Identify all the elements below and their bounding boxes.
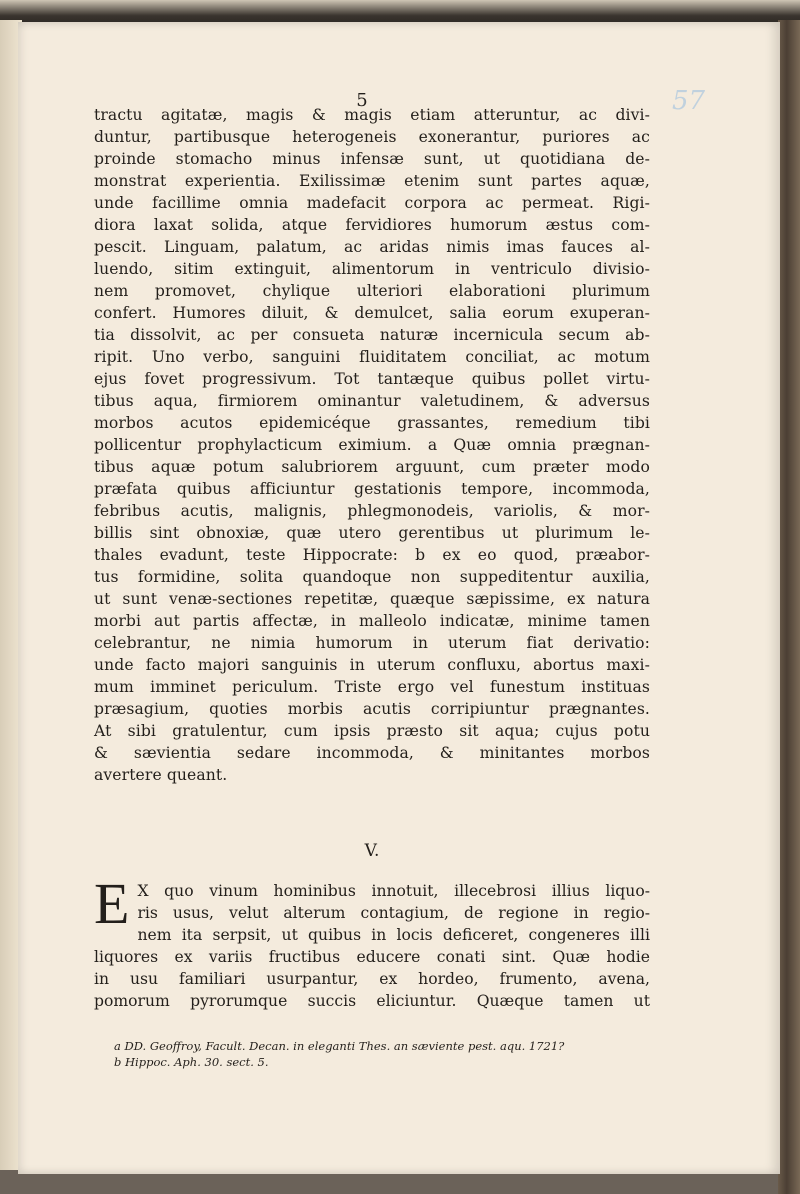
text-line: liquores ex variis fructibus educere conati sint. Quæ hodie	[94, 948, 650, 966]
text-line: duntur, partibusque heterogeneis exonerantur, puriores ac	[94, 128, 650, 146]
text-line: ejus fovet progressivum. Tot tantæque quibus pollet virtu-	[94, 370, 650, 388]
text-line: celebrantur, ne nimia humorum in uterum fiat derivatio:	[94, 634, 650, 652]
text-line: unde facillime omnia madefacit corpora ac permeat. Rigi-	[94, 194, 650, 212]
text-line: febribus acutis, malignis, phlegmonodeis, variolis, & mor-	[94, 502, 650, 520]
text-line: pescit. Linguam, palatum, ac aridas nimis imas fauces al-	[94, 238, 650, 256]
text-line: thales evadunt, teste Hippocrate: b ex eo quod, præabor-	[94, 546, 650, 564]
drop-cap: E	[94, 871, 130, 936]
text-line: tus formidine, solita quandoque non suppeditentur auxilia,	[94, 568, 650, 586]
text-line: ripit. Uno verbo, sanguini fluiditatem conciliat, ac motum	[94, 348, 650, 366]
footnotes	[114, 1038, 634, 1070]
text-line: luendo, sitim extinguit, alimentorum in ventriculo divisio-	[94, 260, 650, 278]
text-line: pollicentur prophylacticum eximium. a Quæ omnia prægnan-	[94, 436, 650, 454]
text-line: proinde stomacho minus infensæ sunt, ut quotidiana de-	[94, 150, 650, 168]
section-body	[94, 871, 650, 1012]
text-line: nem ita serpsit, ut quibus in locis deficeret, congeneres illi	[137, 926, 650, 944]
text-line: nem promovet, chylique ulteriori elaborationi plurimum	[94, 282, 650, 300]
text-line: præfata quibus afficiuntur gestationis tempore, incommoda,	[94, 480, 650, 498]
text-line: tibus aqua, firmiorem ominantur valetudinem, & adversus	[94, 392, 650, 410]
corner-mark: 57	[672, 86, 706, 116]
text-line: confert. Humores diluit, & demulcet, salia eorum exuperan-	[94, 304, 650, 322]
text-line: diora laxat solida, atque fervidiores humorum æstus com-	[94, 216, 650, 234]
text-line: morbi aut partis affectæ, in malleolo indicatæ, minime tamen	[94, 612, 650, 630]
book-page	[18, 22, 780, 1174]
text-line: avertere queant.	[94, 766, 228, 784]
footnote-b: b Hippoc. Aph. 30. sect. 5.	[114, 1055, 269, 1069]
text-line: morbos acutos epidemicéque grassantes, remedium tibi	[94, 414, 650, 432]
text-line: ut sunt venæ-sectiones repetitæ, quæque sæpissime, ex natura	[94, 590, 650, 608]
text-line: monstrat experientia. Exilissimæ etenim sunt partes aquæ,	[94, 172, 650, 190]
text-line: in usu familiari usurpantur, ex hordeo, frumento, avena,	[94, 970, 650, 988]
text-line: & sævientia sedare incommoda, & minitantes morbos	[94, 744, 650, 762]
text-line: unde facto majori sanguinis in uterum confluxu, abortus maxi-	[94, 656, 650, 674]
body-text	[94, 104, 650, 786]
footnote-a: a DD. Geoffroy, Facult. Decan. in eleganti Thes. an sæviente pest. aqu. 1721?	[114, 1039, 565, 1053]
page-number: 5	[356, 90, 368, 111]
text-line: tia dissolvit, ac per consueta naturæ incernicula secum ab-	[94, 326, 650, 344]
text-line: tibus aquæ potum salubriorem arguunt, cum præter modo	[94, 458, 650, 476]
text-line: At sibi gratulentur, cum ipsis præsto sit aqua; cujus potu	[94, 722, 650, 740]
text-line: billis sint obnoxiæ, quæ utero gerentibus ut plurimum le-	[94, 524, 650, 542]
text-line: pomorum pyrorumque succis eliciuntur. Quæque tamen ut	[94, 992, 650, 1010]
text-line: tractu agitatæ, magis & magis etiam atteruntur, ac divi-	[94, 106, 650, 124]
text-line: ris usus, velut alterum contagium, de regione in regio-	[137, 904, 650, 922]
text-line: præsagium, quoties morbis acutis corripiuntur prægnantes.	[94, 700, 650, 718]
section-heading: V.	[364, 841, 380, 861]
book-spine-edge	[778, 20, 800, 1194]
text-line: X quo vinum hominibus innotuit, illecebrosi illius liquo-	[137, 882, 650, 900]
text-line: mum imminet periculum. Triste ergo vel funestum instituas	[94, 678, 650, 696]
